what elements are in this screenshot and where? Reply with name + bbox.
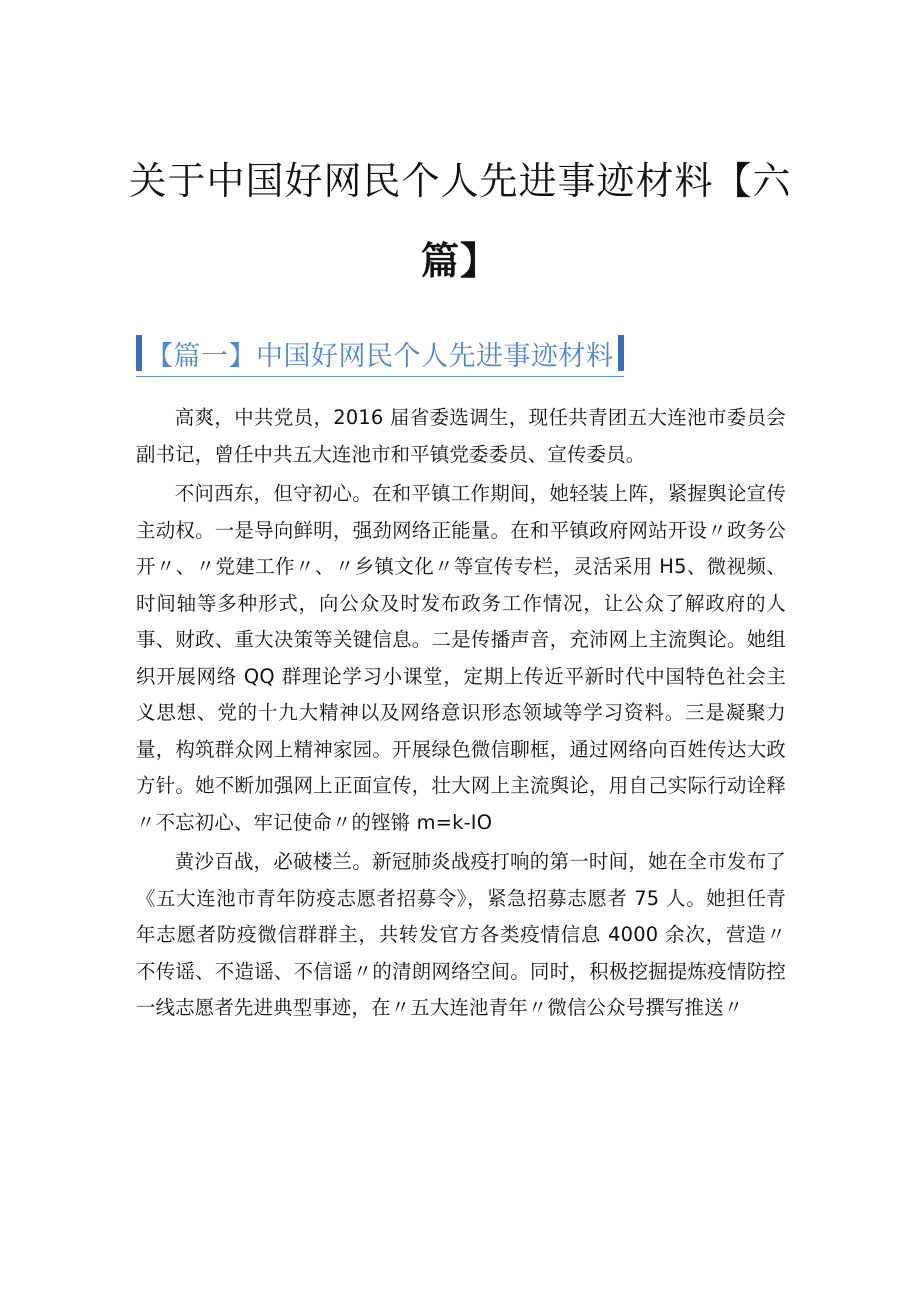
paragraph: 高爽，中共党员，2016 届省委选调生，现任共青团五大连池市委员会副书记，曾任中共五大连池市和平镇党委委员、宣传委员。 bbox=[136, 406, 786, 466]
document-title-line-2: 篇】 bbox=[420, 238, 499, 283]
paragraph: 不问西东，但守初心。在和平镇工作期间，她轻装上阵，紧握舆论宣传主动权。一是导向鲜明，强劲网络正能量。在和平镇政府网站开设〃政务公开〃、〃党建工作〃、〃乡镇文化〃等宣传专栏，灵活采用 H5、微视频、时间轴等多种形式，向公众及时发布政务工作情况，让公众了解政府的人事、财政、重大决策等关键信息。二是传播声音，充沛网上主流舆论。她组织开展网络 QQ 群理论学习小课堂，定期上传近平新时代中国特色社会主义思想、党的十九大精神以及网络意识形态领域等学习资料。三是凝聚力量，构筑群众网上精神家园。开展绿色微信聊框，通过网络向百姓传达大政方针。她不断加强网上正面宣传，壮大网上主流舆论，用自己实际行动诠释〃不忘初心、牢记使命〃的铿锵 m=k-IO bbox=[136, 482, 786, 834]
document-body bbox=[136, 400, 786, 1030]
paragraph: 黄沙百战，必破楼兰。新冠肺炎战疫打响的第一时间，她在全市发布了《五大连池市青年防疫志愿者招募令》，紧急招募志愿者 75 人。她担任青年志愿者防疫微信群群主，共转发官方各类疫情信息 4000 余次，营造〃不传谣、不造谣、不信谣〃的清朗网络空间。同时，积极挖掘提炼疫情防控一线志愿者先进典型事迹，在〃五大连池青年〃微信公众号撰写推送〃 bbox=[136, 850, 786, 1019]
heading-right-bar bbox=[618, 335, 624, 371]
section-heading bbox=[136, 332, 624, 377]
document-title-line-1: 关于中国好网民个人先进事迹材料【六 bbox=[128, 159, 792, 203]
section-heading-text: 【篇一】中国好网民个人先进事迹材料 bbox=[146, 340, 614, 372]
